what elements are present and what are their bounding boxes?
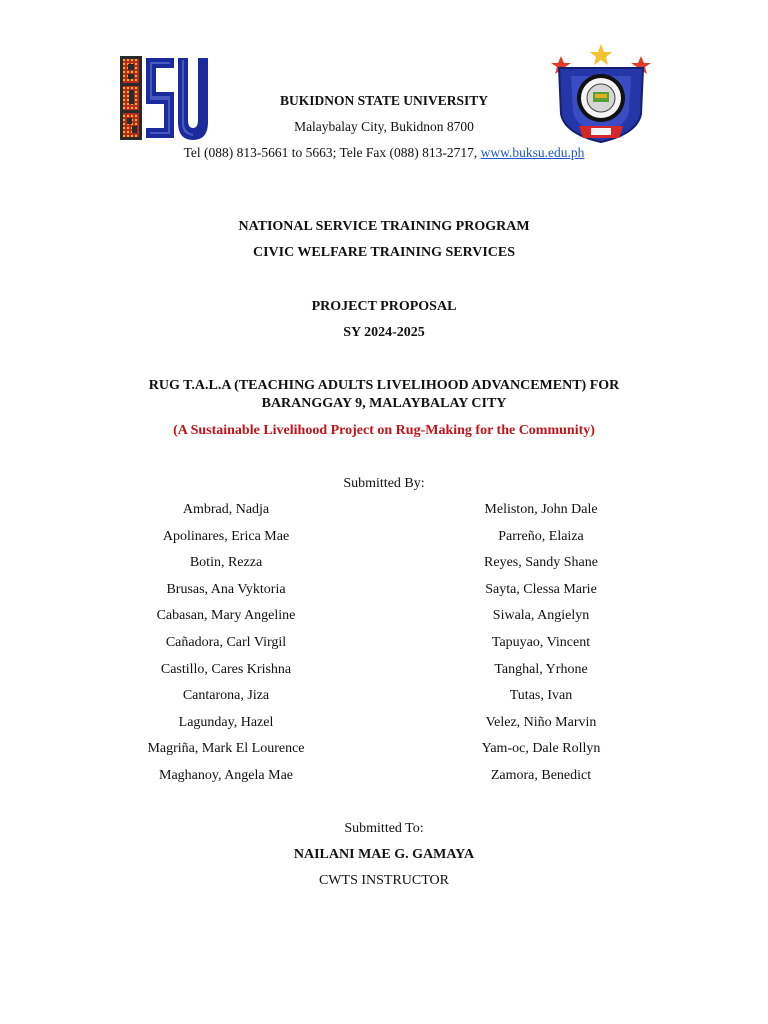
school-year: SY 2024-2025 [343,325,425,340]
member-name: Parreño, Elaiza [498,528,584,544]
instructor-position: CWTS INSTRUCTOR [318,873,450,888]
member-name: Siwala, Angielyn [492,608,590,624]
member-name: Tanghal, Yrhone [494,661,588,677]
project-subtitle: (A Sustainable Livelihood Project on Rug-Making for the Community) [173,423,595,438]
submitted-to-label: Submitted To: [344,821,424,836]
submitted-by-label: Submitted By: [343,476,425,491]
member-name: Magriña, Mark El Lourence [147,741,305,757]
member-name: Tapuyao, Vincent [491,634,591,650]
member-name: Cabasan, Mary Angeline [156,608,296,624]
member-name: Apolinares, Erica Mae [162,528,290,544]
member-name: Botin, Rezza [189,555,263,571]
member-name: Maghanoy, Angela Mae [159,767,293,783]
member-name: Brusas, Ana Vyktoria [166,581,286,597]
university-name: BUKIDNON STATE UNIVERSITY [279,93,489,108]
member-name: Sayta, Clessa Marie [485,581,597,597]
project-title-line2: BARANGGAY 9, MALAYBALAY CITY [261,396,507,411]
website-link[interactable]: www.buksu.edu.ph [480,145,585,160]
program-subtitle: CIVIC WELFARE TRAINING SERVICES [252,245,516,260]
member-name: Meliston, John Dale [484,502,598,517]
member-name: Tutas, Ivan [509,688,573,704]
program-title: NATIONAL SERVICE TRAINING PROGRAM [238,219,530,234]
member-name: Cantarona, Jiza [182,688,270,704]
member-name: Zamora, Benedict [490,767,592,783]
members-right-column [411,497,671,790]
proposal-label: PROJECT PROPOSAL [311,299,457,314]
contact-text: Tel (088) 813-5661 to 5663; Tele Fax (088) 813-2717, [183,145,481,160]
member-name: Castillo, Cares Krishna [160,661,292,677]
member-name: Velez, Niño Marvin [485,714,597,730]
member-name: Ambrad, Nadja [182,502,270,517]
instructor-name: NAILANI MAE G. GAMAYA [293,847,475,862]
contact-line [0,145,768,161]
project-title-line1: RUG T.A.L.A (TEACHING ADULTS LIVELIHOOD ADVANCEMENT) FOR [148,378,620,393]
member-name: Yam-oc, Dale Rollyn [481,741,601,757]
members-left-column [96,497,356,790]
member-name: Lagunday, Hazel [178,714,274,730]
member-name: Reyes, Sandy Shane [484,555,598,571]
member-name: Cañadora, Carl Virgil [165,634,287,650]
university-address: Malaybalay City, Bukidnon 8700 [294,119,474,134]
